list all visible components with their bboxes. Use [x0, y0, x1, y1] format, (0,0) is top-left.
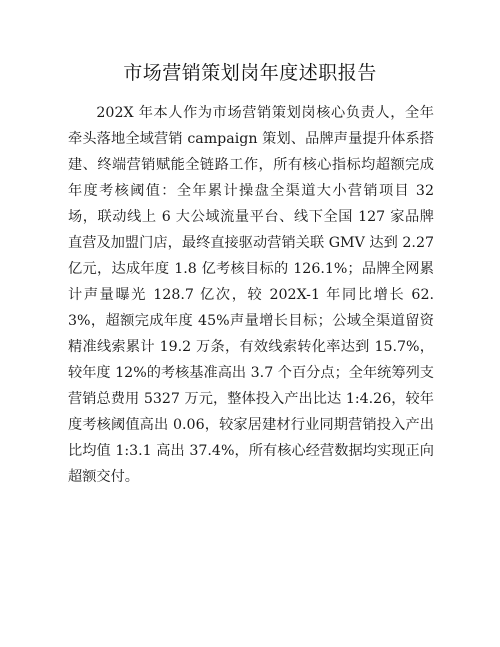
document-title: 市场营销策划岗年度述职报告 — [123, 62, 377, 84]
document-paragraph: 202X 年本人作为市场营销策划岗核心负责人，全年牵头落地全域营销 campaign 策划、品牌声量提升体系搭建、终端营销赋能全链路工作，所有核心指标均超额完成年度考核阈值：全年累计操盘全渠道大小营销项目 32 场，联动线上 6 大公域流量平台、线下全国 127 家品牌直营及加盟门店，最终直接驱动营销关联 GMV 达到 2.27 亿元，达成年度 1.8 亿考核目标的 126.1%；品牌全网累计声量曝光 128.7 亿次，较 202X-1 年同比增长 62.3%，超额完成年度 45%声量增长目标；公域全渠道留资精准线索累计 19.2 万条，有效线索转化率达到 15.7%，较年度 12%的考核基准高出 3.7 个百分点；全年统筹列支营销总费用 5327 万元，整体投入产出比达 1:4.26，较年度考核阈值高出 0.06，较家居建材行业同期营销投入产出比均值 1:3.1 高出 37.4%，所有核心经营数据均实现正向超额交付。 — [68, 105, 434, 485]
